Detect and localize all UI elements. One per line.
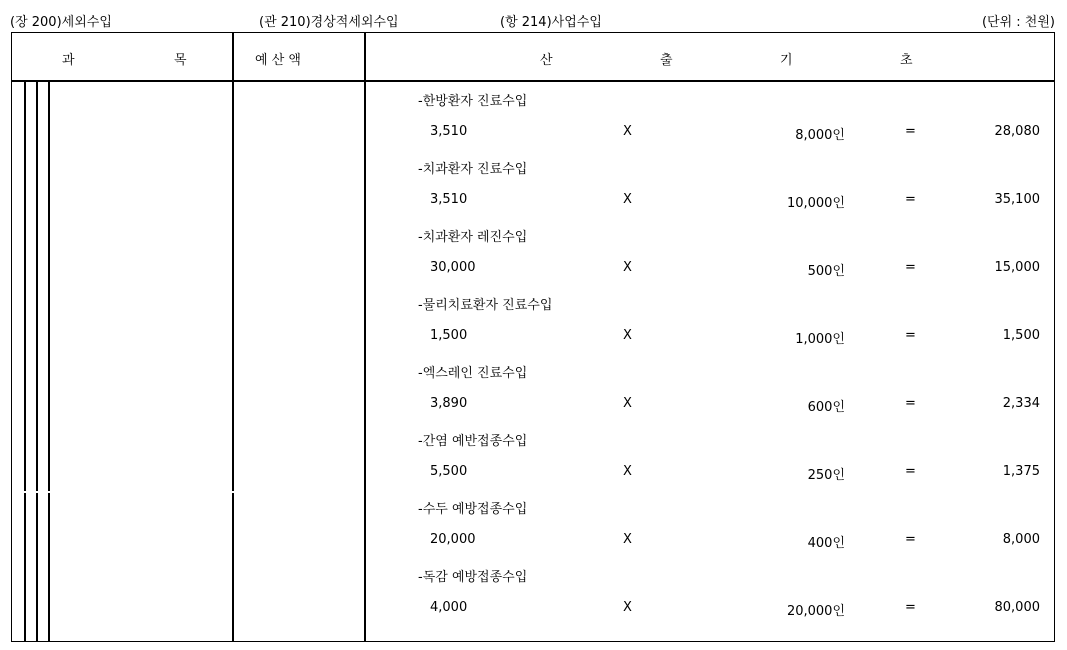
item-unit-price: 8,000인 (795, 128, 845, 143)
item-unit-price: 500인 (807, 264, 845, 279)
multiply-sign: X (623, 260, 632, 275)
header-mok: 목 (174, 53, 187, 68)
equals-sign: = (905, 532, 916, 547)
item-unit-price: 250인 (807, 468, 845, 483)
item-unit-price: 400인 (807, 536, 845, 551)
header-gwa: 과 (62, 53, 75, 68)
equals-sign: = (905, 192, 916, 207)
equals-sign: = (905, 396, 916, 411)
item-title: -치과환자 진료수입 (418, 162, 528, 177)
multiply-sign: X (623, 464, 632, 479)
multiply-sign: X (623, 396, 632, 411)
hang-label: (항 214)사업수입 (500, 15, 602, 30)
item-unit-price: 1,000인 (795, 332, 845, 347)
item-title: -물리치료환자 진료수입 (418, 298, 553, 313)
page-break-gap (12, 491, 364, 493)
unit-label: (단위 : 천원) (981, 15, 1055, 30)
header-calc-char: 출 (660, 53, 673, 68)
item-amount: 80,000 (994, 600, 1040, 615)
multiply-sign: X (623, 532, 632, 547)
subject-rule-1 (24, 82, 26, 641)
item-amount: 8,000 (1002, 532, 1040, 547)
item-amount: 1,500 (1002, 328, 1040, 343)
item-quantity: 3,890 (430, 396, 468, 411)
item-amount: 1,375 (1002, 464, 1040, 479)
subject-rule-2 (36, 82, 38, 641)
item-quantity: 3,510 (430, 124, 468, 139)
item-title: -독감 예방접종수입 (418, 570, 528, 585)
item-unit-price: 10,000인 (786, 196, 845, 211)
item-quantity: 1,500 (430, 328, 468, 343)
header-divider (12, 80, 1054, 82)
item-amount: 15,000 (994, 260, 1040, 275)
column-divider-budget (232, 33, 234, 641)
item-title: -치과환자 레진수입 (418, 230, 528, 245)
jang-label: (장 200)세외수입 (10, 15, 112, 30)
multiply-sign: X (623, 192, 632, 207)
item-title: -엑스레인 진료수입 (418, 366, 528, 381)
item-quantity: 4,000 (430, 600, 468, 615)
item-quantity: 5,500 (430, 464, 468, 479)
column-divider-calc (364, 33, 366, 641)
item-quantity: 3,510 (430, 192, 468, 207)
multiply-sign: X (623, 600, 632, 615)
subject-rule-3 (48, 82, 50, 641)
equals-sign: = (905, 464, 916, 479)
equals-sign: = (905, 600, 916, 615)
item-amount: 2,334 (1002, 396, 1040, 411)
item-quantity: 20,000 (430, 532, 476, 547)
item-title: -간염 예반접종수입 (418, 434, 528, 449)
header-budget: 예 산 액 (255, 53, 301, 68)
multiply-sign: X (623, 328, 632, 343)
item-title: -수두 예방접종수입 (418, 502, 528, 517)
item-amount: 28,080 (994, 124, 1040, 139)
header-calc-char: 초 (900, 53, 913, 68)
multiply-sign: X (623, 124, 632, 139)
item-title: -한방환자 진료수입 (418, 94, 528, 109)
header-calc-char: 산 (540, 53, 553, 68)
equals-sign: = (905, 124, 916, 139)
gwan-label: (관 210)경상적세외수입 (259, 15, 399, 30)
equals-sign: = (905, 260, 916, 275)
item-unit-price: 600인 (807, 400, 845, 415)
budget-table (11, 32, 1055, 642)
header-calc-char: 기 (780, 53, 793, 68)
item-amount: 35,100 (994, 192, 1040, 207)
item-unit-price: 20,000인 (786, 604, 845, 619)
equals-sign: = (905, 328, 916, 343)
item-quantity: 30,000 (430, 260, 476, 275)
